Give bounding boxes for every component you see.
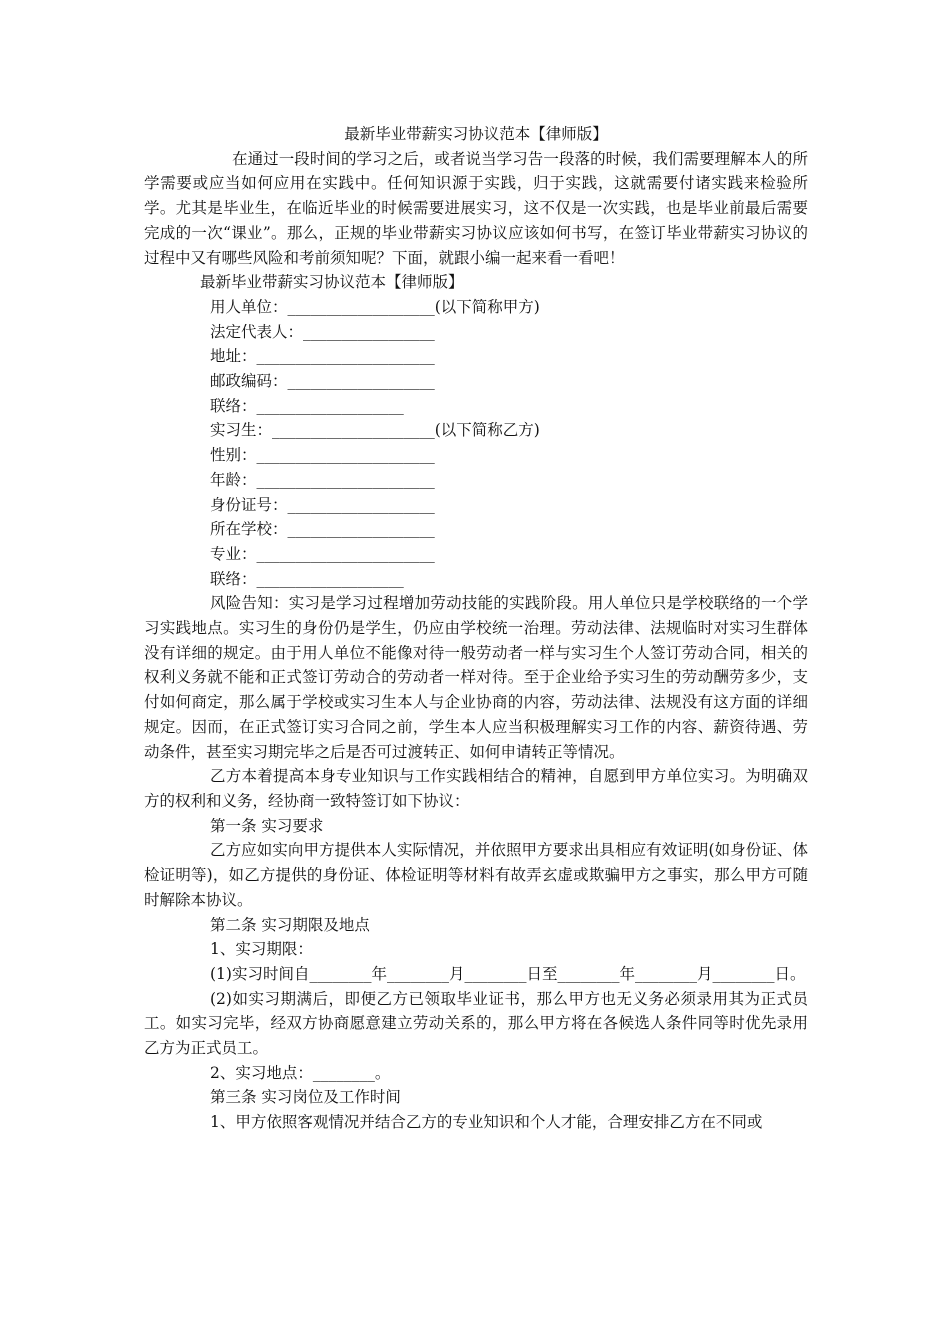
intro-paragraph: 在通过一段时间的学习之后，或者说当学习告一段落的时候，我们需要理解本人的所学需要或应当如何应用在实践中。任何知识源于实践，归于实践，这就需要付诸实践来检验所学。尤其是毕业生，在临近毕业的时候需要进展实习，这不仅是一次实践，也是毕业前最后需要完成的一次“课业”。那么，正规的毕业带薪实习协议应该如何书写，在签订毕业带薪实习协议的过程中又有哪些风险和考前须知呢？下面，就跟小编一起来看一看吧！ bbox=[144, 149, 808, 267]
article-1-title: 第一条 实习要求 bbox=[210, 816, 324, 835]
subtitle: 最新毕业带薪实习协议范本【律师版】 bbox=[200, 273, 464, 292]
risk-paragraph: 风险告知：实习是学习过程增加劳动技能的实践阶段。用人单位只是学校联络的一个学习实践地点。实习生的身份仍是学生，仍应由学校统一治理。劳动法律、法规临时对实习生群体没有详细的规定。由于用人单位不能像对待一般劳动者一样与实习生个人签订劳动合同，相关的权利义务就不能和正式签订劳动合的劳动者一样对待。至于企业给予实习生的劳动酬劳多少，支付如何商定，那么属于学校或实习生本人与企业协商的内容，劳动法律、法规没有这方面的详细规定。因而，在正式签订实习合同之前，学生本人应当积极理解实习工作的内容、薪资待遇、劳动条件，甚至实习期完毕之后是否可过渡转正、如何申请转正等情况。 bbox=[144, 594, 808, 761]
field-employer: 用人单位：___________________(以下简称甲方) bbox=[210, 297, 540, 316]
article-3-item-1: 1、甲方依照客观情况并结合乙方的专业知识和个人才能，合理安排乙方在不同或 bbox=[210, 1113, 763, 1132]
field-major: 专业：_______________________ bbox=[210, 544, 435, 563]
article-2-item-1a: (1)实习时间自________年________月________日至________年________月________日。 bbox=[210, 964, 806, 983]
article-2-title: 第二条 实习期限及地点 bbox=[210, 915, 370, 934]
article-2-item-1b: (2)如实习期满后，即便乙方已领取毕业证书，那么甲方也无义务必须录用其为正式员工。如实习完毕，经双方协商愿意建立劳动关系的，那么甲方将在各候选人条件同等时优先录用乙方为正式员工。 bbox=[144, 989, 808, 1058]
field-age: 年龄：_______________________ bbox=[210, 470, 435, 489]
document-title: 最新毕业带薪实习协议范本【律师版】 bbox=[344, 125, 608, 143]
field-intern: 实习生：_____________________(以下简称乙方) bbox=[210, 421, 540, 440]
article-3-title: 第三条 实习岗位及工作时间 bbox=[210, 1088, 401, 1107]
field-contact-2: 联络：___________________ bbox=[210, 569, 404, 588]
article-2-item-2: 2、实习地点：________。 bbox=[210, 1063, 391, 1082]
field-postcode: 邮政编码：___________________ bbox=[210, 372, 435, 391]
field-legal-rep: 法定代表人：_________________ bbox=[210, 322, 435, 341]
field-contact: 联络：___________________ bbox=[210, 396, 404, 415]
article-2-item-1: 1、实习期限： bbox=[210, 940, 313, 959]
field-gender: 性别：_______________________ bbox=[210, 446, 435, 465]
field-school: 所在学校：___________________ bbox=[210, 520, 435, 539]
field-address: 地址：_______________________ bbox=[210, 347, 435, 366]
agreement-paragraph: 乙方本着提高本身专业知识与工作实践相结合的精神，自愿到甲方单位实习。为明确双方的权利和义务，经协商一致特签订如下协议： bbox=[144, 767, 808, 810]
field-id-number: 身份证号：___________________ bbox=[210, 495, 435, 514]
article-1-body: 乙方应如实向甲方提供本人实际情况，并依照甲方要求出具相应有效证明(如身份证、体检证明等)，如乙方提供的身份证、体检证明等材料有故弄玄虚或欺骗甲方之事实，那么甲方可随时解除本协议。 bbox=[144, 841, 808, 909]
document-page bbox=[144, 122, 808, 1135]
